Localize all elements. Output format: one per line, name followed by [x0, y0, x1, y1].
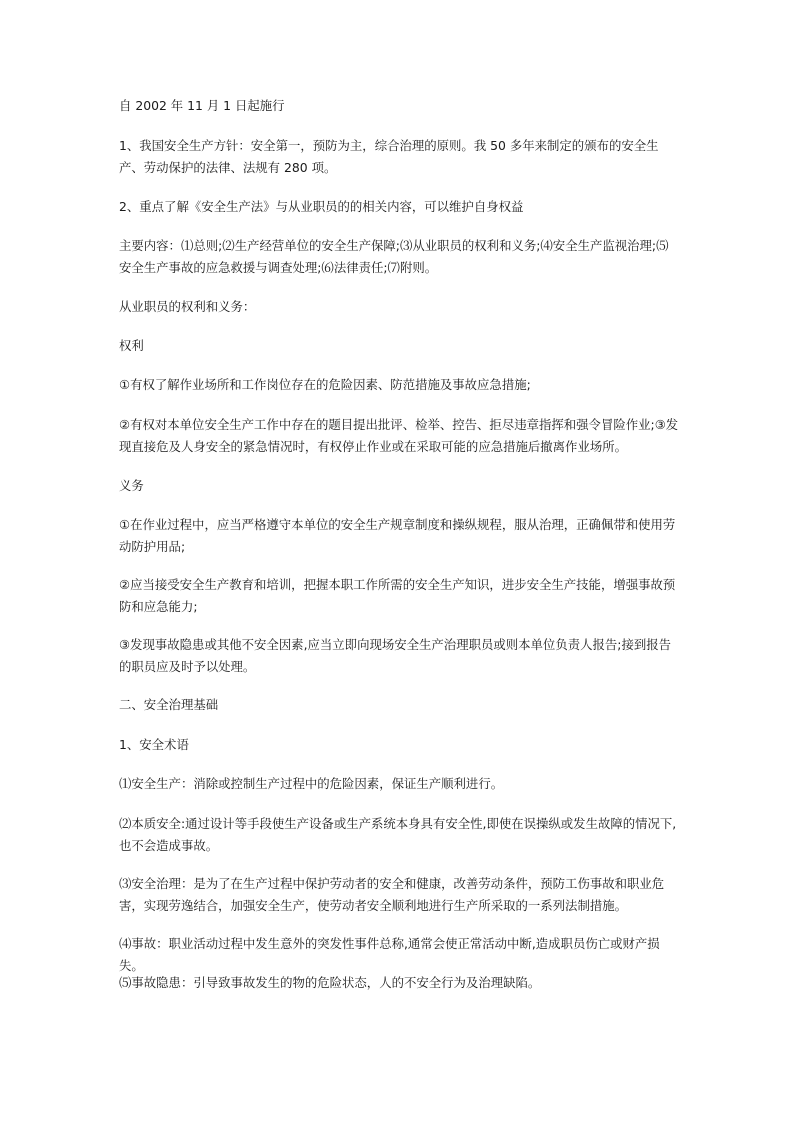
paragraph-safety-policy: 1、我国安全生产方针：安全第一，预防为主，综合治理的原则。我 50 多年来制定的颁布的安全生产、劳动保护的法律、法规有 280 项。: [119, 138, 659, 175]
paragraph-main-contents: 主要内容：⑴总则;⑵生产经营单位的安全生产保障;⑶从业职员的权利和义务;⑷安全生产监视治理;⑸安全生产事故的应急救援与调查处理;⑹法律责任;⑺附则。: [119, 238, 669, 275]
paragraph-right-2-3: ②有权对本单位安全生产工作中存在的题目提出批评、检举、控告、拒尽违章指挥和强令冒险作业;③发现直接危及人身安全的紧急情况时，有权停止作业或在采取可能的应急措施后撤离作业场所。: [119, 417, 679, 454]
paragraph-duty-2: ②应当接受安全生产教育和培训，把握本职工作所需的安全生产知识，进步安全生产技能，增强事故预防和应急能力;: [119, 577, 676, 614]
heading-rights: 权利: [119, 338, 144, 353]
term-hidden-hazard: ⑸事故隐患：引导致事故发生的物的危险状态，人的不安全行为及治理缺陷。: [119, 975, 541, 990]
heading-safety-management: 二、安全治理基础: [119, 697, 219, 712]
effective-date-line: 自 2002 年 11 月 1 日起施行: [119, 98, 285, 113]
heading-duties: 义务: [119, 478, 144, 493]
term-intrinsic-safety: ⑵本质安全:通过设计等手段使生产设备或生产系统本身具有安全性,即使在误操纵或发生故障的情况下,也不会造成事故。: [119, 816, 677, 853]
paragraph-duty-3: ③发现事故隐患或其他不安全因素,应当立即向现场安全生产治理职员或则本单位负责人报告;接到报告的职员应及时予以处理。: [119, 637, 672, 674]
term-accident: ⑷事故：职业活动过程中发生意外的突发性事件总称,通常会使正常活动中断,造成职员伤亡或财产损失。: [119, 936, 660, 973]
paragraph-right-1: ①有权了解作业场所和工作岗位存在的危险因素、防范措施及事故应急措施;: [119, 377, 531, 392]
term-safety-management: ⑶安全治理：是为了在生产过程中保护劳动者的安全和健康，改善劳动条件，预防工伤事故和职业危害，实现劳逸结合，加强安全生产，使劳动者安全顺利地进行生产所采取的一系列法制措施。: [119, 876, 665, 913]
paragraph-duty-1: ①在作业过程中，应当严格遵守本单位的安全生产规章制度和操纵规程，服从治理，正确佩带和使用劳动防护用品;: [119, 517, 676, 554]
heading-rights-and-duties: 从业职员的权利和义务：: [119, 299, 256, 314]
term-safe-production: ⑴安全生产：消除或控制生产过程中的危险因素，保证生产顺利进行。: [119, 776, 504, 791]
heading-safety-terms: 1、安全术语: [119, 737, 189, 752]
paragraph-key-law: 2、重点了解《安全生产法》与从业职员的的相关内容，可以维护自身权益: [119, 199, 524, 214]
